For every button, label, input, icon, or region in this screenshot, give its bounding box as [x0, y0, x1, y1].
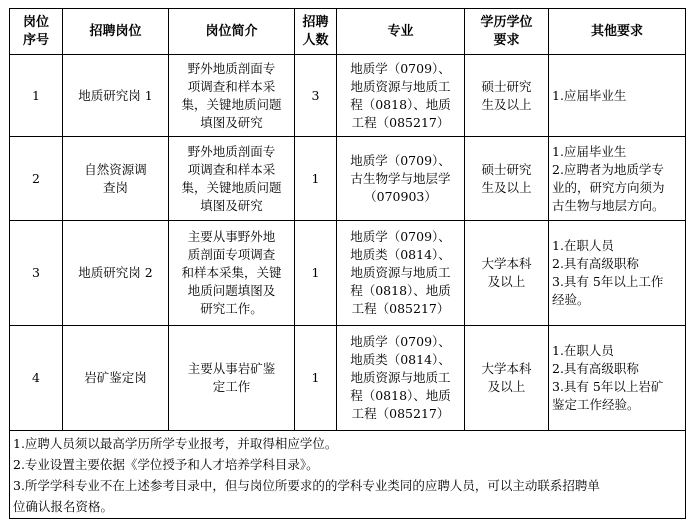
notes-cell: [10, 431, 686, 519]
cell-seq: 4: [10, 326, 63, 431]
cell-major-line: 地质资源与地质工: [350, 265, 451, 280]
header-count: [295, 9, 337, 55]
cell-degree-line: 大学本科: [481, 361, 532, 376]
cell-intro: [169, 326, 295, 431]
cell-intro: [169, 137, 295, 221]
table-row: [10, 221, 686, 326]
cell-major-line: 程（0818）、地质: [350, 388, 451, 403]
cell-intro-line: 主要从事岩矿鉴: [187, 361, 276, 376]
cell-count: 3: [295, 55, 337, 137]
cell-intro-line: 野外地质剖面专: [187, 60, 276, 76]
cell-major-line: 地质学（0709）、: [350, 334, 451, 349]
cell-major-line: 地质类（0814）、: [350, 247, 451, 262]
cell-position-line: 岩矿鉴定岗: [84, 370, 147, 385]
cell-intro-line: 主要从事野外地: [187, 229, 276, 244]
cell-other-line: 1.应届毕业生: [552, 143, 627, 159]
cell-intro-line: 填图及研究: [200, 197, 263, 213]
cell-degree: [465, 55, 549, 137]
cell-major-line: 地质类（0814）、: [350, 352, 451, 367]
cell-intro-line: 项调查和样本采: [187, 78, 276, 94]
cell-degree-line: 及以上: [487, 274, 526, 289]
table-row: [10, 55, 686, 137]
cell-degree-line: 及以上: [487, 379, 526, 394]
cell-position-line: 地质研究岗 1: [78, 87, 153, 103]
cell-degree: [465, 326, 549, 431]
header-count-line-1: 招聘: [302, 14, 329, 30]
cell-major-line: 工程（085217）: [351, 114, 450, 130]
header-major: 专业: [337, 9, 465, 55]
cell-major-line: 工程（085217）: [351, 406, 450, 421]
cell-degree-line: 生及以上: [481, 179, 532, 195]
header-seq: [10, 9, 63, 55]
header-other: 其他要求: [549, 9, 686, 55]
cell-degree-line: 硕士研究: [481, 161, 532, 177]
cell-intro-line: 集，关键地质问题: [181, 96, 282, 112]
cell-major: [337, 55, 465, 137]
header-degree: [465, 9, 549, 55]
cell-intro-line: 地质问题填图及: [187, 283, 276, 298]
cell-other-line: 1.在职人员: [552, 238, 614, 253]
cell-other-line: 3.具有 5年以上工作: [552, 274, 664, 289]
cell-other-line: 2.具有高级职称: [552, 256, 639, 271]
header-intro: 岗位简介: [169, 9, 295, 55]
cell-major: [337, 137, 465, 221]
cell-intro-line: 野外地质剖面专: [187, 143, 276, 159]
cell-degree: [465, 221, 549, 326]
cell-seq: 1: [10, 55, 63, 137]
header-seq-line-2: 序号: [22, 32, 49, 48]
cell-other-line: 1.应届毕业生: [552, 87, 627, 103]
cell-position-line: 自然资源调: [84, 161, 147, 177]
cell-intro-line: 定工作: [212, 379, 251, 394]
cell-major-line: 地质资源与地质工: [350, 78, 451, 94]
note-line: 位确认报名资格。: [13, 498, 114, 514]
cell-major-line: 地质学（0709）、: [350, 229, 451, 244]
cell-other-line: 经验。: [552, 292, 590, 307]
header-seq-line-1: 岗位: [22, 14, 49, 30]
cell-other: [549, 221, 686, 326]
cell-degree-line: 大学本科: [481, 256, 532, 271]
note-line: 3.所学学科专业不在上述参考目录中，但与岗位所要求的的学科专业类同的应聘人员，可以主动联系招聘单: [13, 477, 600, 493]
cell-degree-line: 硕士研究: [481, 78, 532, 94]
cell-position: [63, 221, 169, 326]
cell-intro: [169, 55, 295, 137]
cell-major: [337, 326, 465, 431]
header-row: [10, 9, 686, 55]
header-count-line-2: 人数: [302, 32, 329, 48]
cell-position: [63, 55, 169, 137]
cell-intro: [169, 221, 295, 326]
cell-position-line: 查岗: [102, 179, 128, 195]
header-degree-line-2: 要求: [493, 32, 520, 48]
cell-other: [549, 137, 686, 221]
cell-degree: [465, 137, 549, 221]
recruitment-table: [9, 8, 686, 519]
cell-other-line: 业的，研究方向须为: [552, 179, 665, 195]
table-row: [10, 326, 686, 431]
cell-other-line: 2.具有高级职称: [552, 361, 639, 376]
cell-intro-line: 和样本采集，关键: [181, 265, 282, 280]
cell-seq: 2: [10, 137, 63, 221]
cell-major-line: 程（0818）、地质: [350, 283, 451, 298]
cell-seq: 3: [10, 221, 63, 326]
notes-row: [10, 431, 686, 519]
cell-major-line: 程（0818）、地质: [350, 96, 451, 112]
cell-other-line: 2.应聘者为地质学专: [552, 161, 664, 177]
cell-major-line: 地质资源与地质工: [350, 370, 451, 385]
cell-position: [63, 326, 169, 431]
header-position: 招聘岗位: [63, 9, 169, 55]
cell-position: [63, 137, 169, 221]
cell-count: 1: [295, 326, 337, 431]
cell-intro-line: 研究工作。: [200, 301, 263, 316]
cell-other-line: 古生物与地层方向。: [552, 197, 665, 213]
cell-count: 1: [295, 221, 337, 326]
cell-major-line: 地质学（0709）、: [350, 60, 451, 76]
note-line: 2.专业设置主要依据《学位授予和人才培养学科目录》。: [13, 456, 319, 472]
cell-count: 1: [295, 137, 337, 221]
cell-major-line: 地质学（0709）、: [350, 152, 451, 168]
cell-intro-line: 集，关键地质问题: [181, 179, 282, 195]
table-row: [10, 137, 686, 221]
header-degree-line-1: 学历学位: [480, 14, 533, 30]
note-line: 1.应聘人员须以最高学历所学专业报考，并取得相应学位。: [13, 435, 338, 451]
cell-other: [549, 55, 686, 137]
cell-position-line: 地质研究岗 2: [78, 265, 153, 280]
cell-other-line: 1.在职人员: [552, 343, 614, 358]
cell-other-line: 鉴定工作经验。: [552, 397, 640, 412]
cell-major: [337, 221, 465, 326]
cell-degree-line: 生及以上: [481, 96, 532, 112]
cell-major-line: 古生物学与地层学: [350, 170, 451, 186]
cell-intro-line: 质剖面专项调查: [187, 247, 276, 262]
cell-intro-line: 填图及研究: [200, 114, 263, 130]
cell-other-line: 3.具有 5年以上岩矿: [552, 379, 664, 394]
cell-major-line: 工程（085217）: [351, 301, 450, 316]
cell-intro-line: 项调查和样本采: [187, 161, 276, 177]
cell-other: [549, 326, 686, 431]
cell-major-line: （070903）: [364, 188, 437, 204]
